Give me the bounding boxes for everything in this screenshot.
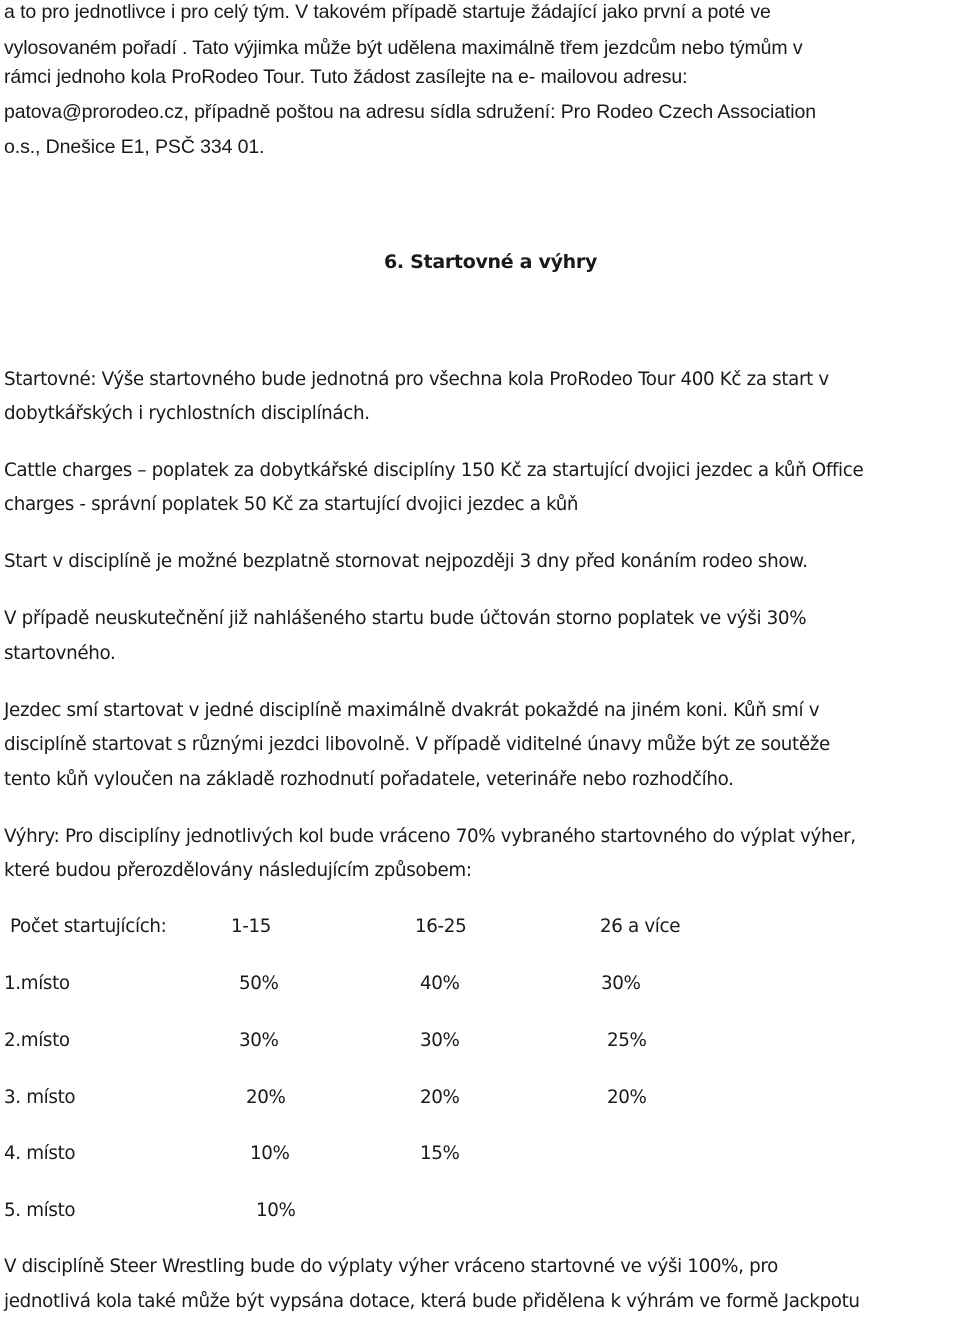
intro-line: a to pro jednotlivce i pro celý tým. V takovém případě startuje žádající jako první a poté ve	[4, 1, 771, 23]
place-label: 5. místo	[4, 1200, 76, 1221]
prize-line: které budou přerozdělovány následujícím způsobem:	[4, 860, 472, 881]
place-label: 3. místo	[4, 1087, 76, 1108]
header-range: 26 a více	[600, 916, 681, 937]
charges-line: Cattle charges – poplatek za dobytkářské disciplíny 150 Kč za startující dvojici jezdec a kůň Office	[4, 460, 864, 481]
payout-cell: 15%	[420, 1143, 460, 1164]
storno-line: Start v disciplíně je možné bezplatně stornovat nejpozději 3 dny před konáním rodeo show.	[4, 551, 808, 572]
intro-line: rámci jednoho kola ProRodeo Tour. Tuto žádost zasílejte na e- mailovou adresu:	[4, 66, 688, 88]
payout-cell: 25%	[607, 1030, 647, 1051]
rider-line: tento kůň vyloučen na základě rozhodnutí pořadatele, veterináře nebo rozhodčího.	[4, 769, 734, 790]
header-range: 16-25	[415, 916, 467, 937]
startovne-line: dobytkářských i rychlostních disciplínách.	[4, 403, 370, 424]
payout-cell: 20%	[420, 1087, 460, 1108]
payout-cell: 10%	[250, 1143, 290, 1164]
payout-cell: 30%	[239, 1030, 279, 1051]
payout-cell: 40%	[420, 973, 460, 994]
payout-cell: 10%	[256, 1200, 296, 1221]
startovne-line: Startovné: Výše startovného bude jednotná pro všechna kola ProRodeo Tour 400 Kč za start v	[4, 369, 829, 390]
place-label: 4. místo	[4, 1143, 76, 1164]
intro-line: o.s., Dnešice E1, PSČ 334 01.	[4, 136, 265, 158]
place-label: 2.místo	[4, 1030, 70, 1051]
payout-cell: 20%	[607, 1087, 647, 1108]
header-range: 1-15	[231, 916, 272, 937]
section-heading: 6. Startovné a výhry	[384, 251, 598, 273]
place-label: 1.místo	[4, 973, 70, 994]
payout-cell: 30%	[420, 1030, 460, 1051]
charges-line: charges - správní poplatek 50 Kč za startující dvojici jezdec a kůň	[4, 494, 579, 515]
rider-line: disciplíně startovat s různými jezdci libovolně. V případě viditelné únavy může být ze soutěže	[4, 734, 830, 755]
payout-cell: 30%	[601, 973, 641, 994]
fee-line: V případě neuskutečnění již nahlášeného startu bude účtován storno poplatek ve výši 30%	[4, 608, 807, 629]
rider-line: Jezdec smí startovat v jedné disciplíně maximálně dvakrát pokaždé na jiném koni. Kůň smí v	[4, 700, 820, 721]
fee-line: startovného.	[4, 643, 116, 664]
prize-line: Výhry: Pro disciplíny jednotlivých kol bude vráceno 70% vybraného startovného do výplat výher,	[4, 826, 856, 847]
steer-line: V disciplíně Steer Wrestling bude do výplaty výher vráceno startovné ve výši 100%, pro	[4, 1256, 778, 1277]
payout-cell: 50%	[239, 973, 279, 994]
header-label: Počet startujících:	[10, 916, 167, 937]
intro-line: vylosovaném pořadí . Tato výjimka může být udělena maximálně třem jezdcům nebo týmům v	[4, 37, 803, 59]
steer-line: jednotlivá kola také může být vypsána dotace, která bude přidělena k výhrám ve formě Jackpotu	[4, 1291, 860, 1312]
intro-line: patova@prorodeo.cz, případně poštou na adresu sídla sdružení: Pro Rodeo Czech Association	[4, 101, 816, 123]
payout-cell: 20%	[246, 1087, 286, 1108]
